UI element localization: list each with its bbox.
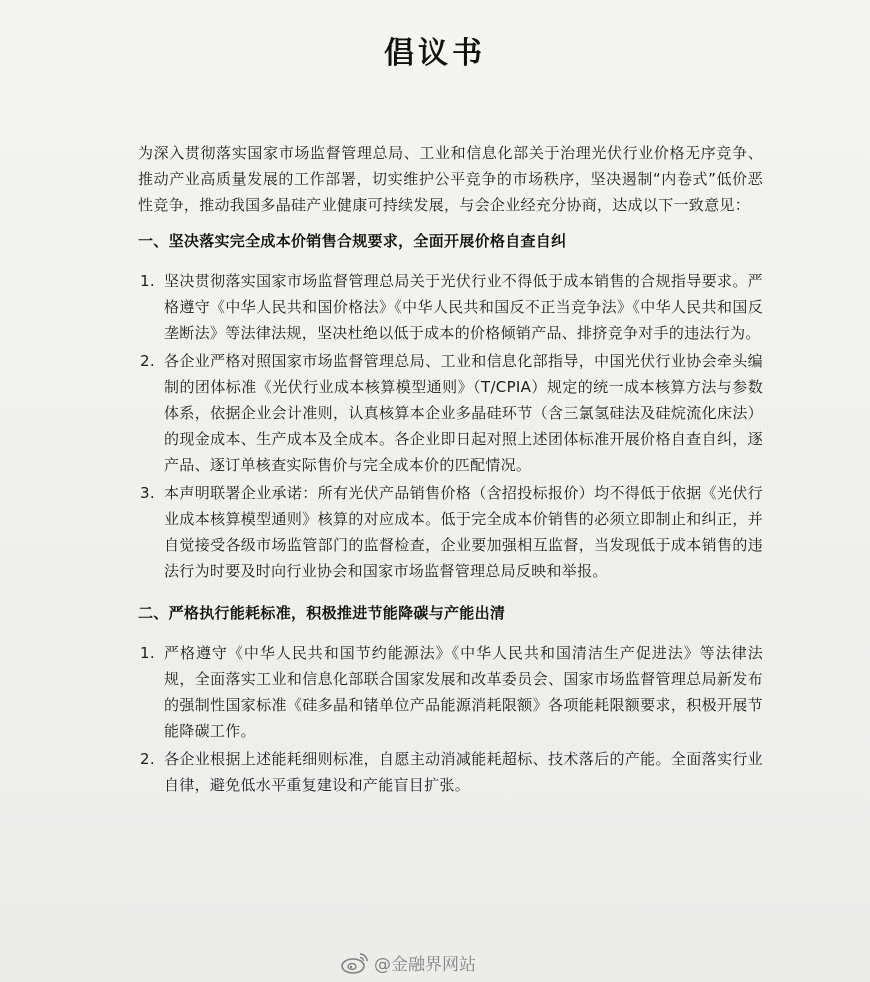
item-text: 坚决贯彻落实国家市场监督管理总局关于光伏行业不得低于成本销售的合规指导要求。严格遵守《中华人民共和国价格法》《中华人民共和国反不正当竞争法》《中华人民共和国反垄断法》等法律法规，坚决杜绝以低于成本的价格倾销产品、排挤竞争对手的违法行为。 bbox=[164, 272, 763, 342]
section-1-list bbox=[138, 268, 763, 584]
item-text: 各企业严格对照国家市场监督管理总局、工业和信息化部指导，中国光伏行业协会牵头编制的团体标准《光伏行业成本核算模型通则》（T/CPIA）规定的统一成本核算方法与参数体系，依据企业会计准则，认真核算本企业多晶硅环节（含三氯氢硅法及硅烷流化床法）的现金成本、生产成本及全成本。各企业即日起对照上述团体标准开展价格自查自纠，逐产品、逐订单核查实际售价与完全成本价的匹配情况。 bbox=[164, 352, 763, 474]
item-number: 2. bbox=[140, 352, 155, 370]
item-text: 严格遵守《中华人民共和国节约能源法》《中华人民共和国清洁生产促进法》等法律法规，全面落实工业和信息化部联合国家发展和改革委员会、国家市场监督管理总局新发布的强制性国家标准《硅多晶和锗单位产品能源消耗限额》各项能耗限额要求，积极开展节能降碳工作。 bbox=[164, 644, 763, 740]
watermark-text: @金融界网站 bbox=[374, 955, 476, 975]
item-number: 2. bbox=[140, 750, 155, 768]
list-item bbox=[138, 640, 763, 744]
item-number: 1. bbox=[140, 272, 155, 290]
list-item bbox=[138, 746, 763, 798]
section-heading-1: 一、坚决落实完全成本价销售合规要求，全面开展价格自查自纠 bbox=[138, 232, 567, 250]
section-2-list bbox=[138, 640, 763, 798]
watermark bbox=[340, 950, 476, 975]
list-item bbox=[138, 348, 763, 478]
document-title: 倡议书 bbox=[384, 36, 486, 71]
item-number: 3. bbox=[140, 484, 155, 502]
list-item bbox=[138, 268, 763, 346]
item-text: 本声明联署企业承诺：所有光伏产品销售价格（含招投标报价）均不得低于依据《光伏行业成本核算模型通则》核算的对应成本。低于完全成本价销售的必须立即制止和纠正，并自觉接受各级市场监管部门的监督检查，企业要加强相互监督，当发现低于成本销售的违法行为时要及时向行业协会和国家市场监督管理总局反映和举报。 bbox=[164, 484, 763, 580]
item-text: 各企业根据上述能耗细则标准，自愿主动消减能耗超标、技术落后的产能。全面落实行业自律，避免低水平重复建设和产能盲目扩张。 bbox=[164, 750, 763, 794]
intro-paragraph: 为深入贯彻落实国家市场监督管理总局、工业和信息化部关于治理光伏行业价格无序竞争、推动产业高质量发展的工作部署，切实维护公平竞争的市场秩序，坚决遏制“内卷式”低价恶性竞争，推动我国多晶硅产业健康可持续发展，与会企业经充分协商，达成以下一致意见： bbox=[138, 144, 763, 214]
document-body bbox=[138, 140, 763, 814]
section-heading-2: 二、严格执行能耗标准，积极推进节能降碳与产能出清 bbox=[138, 604, 506, 622]
weibo-icon bbox=[340, 951, 370, 975]
list-item bbox=[138, 480, 763, 584]
item-number: 1. bbox=[140, 644, 155, 662]
